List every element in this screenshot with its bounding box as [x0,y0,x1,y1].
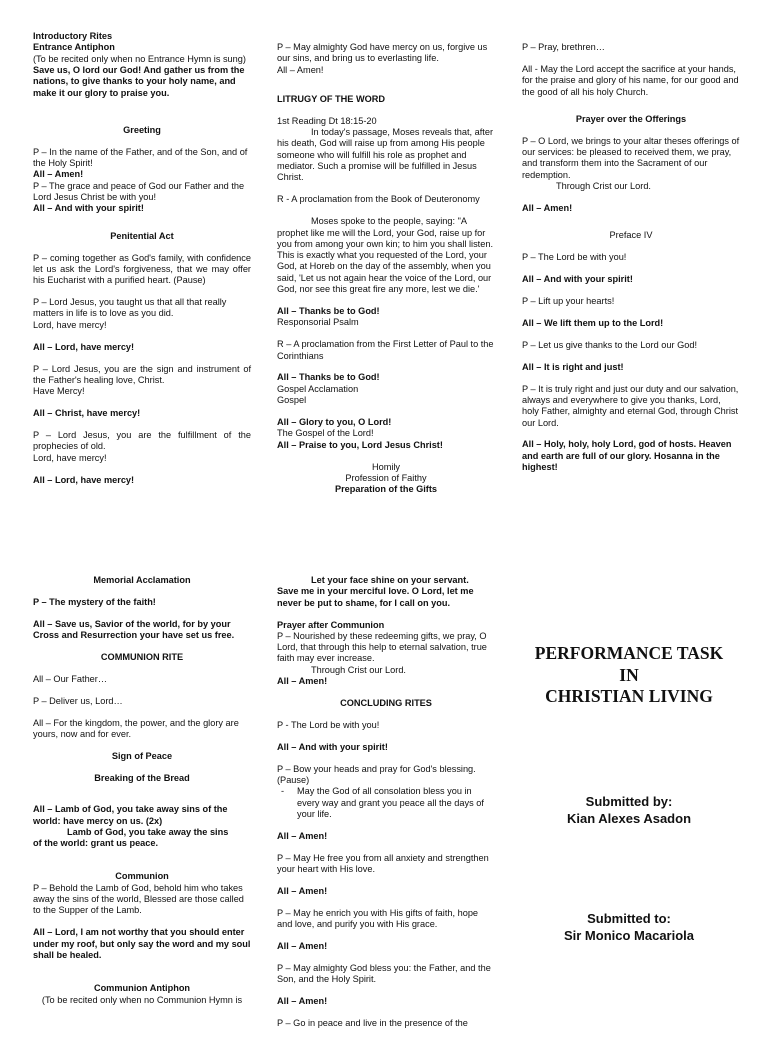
after-communion-heading: Prayer after Communion [277,619,385,630]
preface-heading: Preface IV [609,230,653,241]
preparation-gifts-heading: Preparation of the Gifts [334,484,438,495]
entrance-antiphon-note: (To be recited only when no Entrance Hymn is sung) [33,53,246,64]
cover-title-line-3: CHRISTIAN LIVING [545,686,713,707]
entrance-rites-panel [33,31,251,496]
first-reading-proclamation: R - A proclamation from the Book of Deuteronomy [277,194,480,205]
preface-priest-1: P – The Lord be with you! [522,252,627,263]
communion-antiphon-heading: Communion Antiphon [93,983,191,994]
gospel-label: Gospel [277,395,307,406]
doxology-response: All – For the kingdom, the power, and the glory are yours, now and for ever. [33,717,239,740]
preface-priest-3: P – Let us give thanks to the Lord our God! [522,339,698,350]
concluding-rites-panel [277,575,495,1040]
antiphon-line-1: Let your face shine on your servant. [311,575,469,585]
penitential-priest-3: P – Lord Jesus, you are the sign and instrument of the Father's healing love, Christ. Have Mercy! [33,363,251,397]
after-communion-priest: P – Nourished by these redeeming gifts, we pray, O Lord, that through this help to eternal salvation, true faith may ever increase. [277,630,487,664]
concluding-response-4: All – Amen! [277,941,328,952]
blessing-list [277,786,495,820]
pray-brethren: P – Pray, brethren… [522,42,605,52]
eucharist-panel [522,42,740,484]
entrance-antiphon-heading: Entrance Antiphon [33,42,115,53]
offerings-through: Through Crist our Lord. [556,181,651,191]
gospel-of-the-lord: The Gospel of the Lord! [277,428,374,439]
submitted-by-block [512,794,746,827]
preface-response-3: All – It is right and just! [522,361,624,372]
first-reading-text: Moses spoke to the people, saying: "A prophet like me will the Lord, your God, raise up for you from among your own kin; to him you shall listen. This is exactly what you requested of the Lord, your God, at Horeb on the day of the assembly, when you said, 'Let us not again hear the voice of the Lord, our God, nor see this great fire any more, lest we die.' [277,216,494,295]
communion-heading: Communion [115,871,169,882]
concluding-response-1: All – And with your spirit! [277,741,388,752]
deliver-us: P – Deliver us, Lord… [33,695,123,706]
concluding-response-5: All – Amen! [277,996,328,1007]
after-communion-response: All – Amen! [277,676,328,687]
entrance-antiphon-text: Save us, O lord our God! And gather us from the nations, to give thanks to your holy name, and make it our glory to praise you. [33,64,245,98]
preface-response-4: All – Holy, holy, holy Lord, god of hosts. Heaven and earth are full of our glory. Hosanna in the highest! [522,439,732,473]
concluding-priest-2: P – Bow your heads and pray for God's blessing. (Pause) [277,763,476,786]
concluding-response-3: All – Amen! [277,886,328,896]
communion-rite-heading: COMMUNION RITE [100,652,184,663]
preface-priest-4: P – It is truly right and just our duty and our salvation, always and everywhere to give you thanks, Lord, holy Father, almighty and eternal God, through Christ our Lord. [522,383,739,428]
concluding-priest-1: P - The Lord be with you! [277,719,380,730]
behold-the-lamb: P – Behold the Lamb of God, behold him who takes away the sins of the world, Blessed are those called to the Supper of the Lamb. [33,882,244,916]
second-reading-proclamation: R – A proclamation from the First Letter of Paul to the Corinthians [277,339,494,361]
cover-title-line-1: PERFORMANCE TASK [534,643,724,663]
praise-response: All – Praise to you, Lord Jesus Christ! [277,439,443,450]
concluding-priest-4: P – May he enrich you with His gifts of faith, hope and love, and purify you with His grace. [277,907,479,930]
cover-panel [512,643,746,708]
preface-response-1: All – And with your spirit! [522,274,633,285]
concluding-priest-5: P – May almighty God bless you: the Father, and the Son, and the Holy Spirit. [277,963,491,985]
not-worthy-response: All – Lord, I am not worthy that you should enter under my roof, but only say the word and my soul shall be healed. [33,927,251,960]
submitted-by-label: Submitted by: [585,794,673,809]
greeting-priest-1: P – In the name of the Father, and of the Son, and of the Holy Spirit! [33,146,248,169]
antiphon-line-2: Save me in your merciful love. O Lord, let me never be put to shame, for I call on you. [277,586,474,608]
thanks-response-1: All – Thanks be to God! [277,306,380,316]
lamb-of-god-1: All – Lamb of God, you take away sins of the world: have mercy on us. (2x) [33,804,228,826]
greeting-response-1: All – Amen! [33,169,84,180]
profession-label: Profession of Faithy [345,472,427,483]
penitential-heading: Penitential Act [110,230,174,241]
greeting-response-2: All – And with your spirit! [33,203,144,214]
penitential-priest-2: P – Lord Jesus, you taught us that all that really matters in life is to love as you did. Lord, have mercy! [33,297,227,330]
offerings-response: All – Amen! [522,202,573,213]
cover-title-line-2: IN [619,664,639,685]
homily-label: Homily [371,461,401,472]
communion-antiphon-note: (To be recited only when no Communion Hymn is [41,994,243,1005]
concluding-rites-heading: CONCLUDING RITES [340,698,432,708]
thanks-response-2: All – Thanks be to God! [277,372,380,383]
offerings-priest: P – O Lord, we brings to your altar theses offerings of our services: be pleased to received them, we pray, and transform them into the Sacrament of our redemption. [522,135,740,180]
communion-rite-panel [33,575,251,1006]
first-reading-intro: In today's passage, Moses reveals that, after his death, God will raise up from among His people someone who will fulfill his role as prophet and mediator. Such a promise will be fulfilled in Jesus Christ. [277,127,494,183]
penitential-priest-4: P – Lord Jesus, you are the fulfillment of the prophecies of old. Lord, have mercy! [33,429,251,463]
greeting-heading: Greeting [123,124,161,135]
submitted-to-label: Submitted to: [587,911,671,926]
gospel-acclamation: Gospel Acclamation [277,383,359,394]
submitted-by-name: Kian Alexes Asadon [566,810,692,826]
penitential-priest-1: P – coming together as God's family, with confidence let us ask the Lord's forgiveness, that we may offer his Eucharist with a purified heart. (Pause) [33,252,251,286]
preface-priest-2: P – Lift up your hearts! [522,295,615,306]
concluding-priest-3: P – May He free you from all anxiety and strengthen your heart with His love. [277,852,489,875]
first-reading-label: 1st Reading Dt 18:15-20 [277,115,377,126]
responsorial-psalm: Responsorial Psalm [277,317,359,328]
preface-response-2: All – We lift them up to the Lord! [522,317,664,328]
intro-rites-heading: Introductory Rites [33,31,113,41]
greeting-priest-2: P – The grace and peace of God our Father and the Lord Jesus Christ be with you! [33,180,245,203]
after-communion-through: Through Crist our Lord. [311,664,406,675]
penitential-response-1: All – Lord, have mercy! [33,341,135,352]
breaking-bread-heading: Breaking of the Bread [94,772,190,783]
liturgy-word-heading: LITRUGY OF THE WORD [277,93,386,104]
submitted-to-name: Sir Monico Macariola [563,927,695,943]
our-father: All – Our Father… [33,673,108,684]
glory-response: All – Glory to you, O Lord! [277,416,392,427]
save-us-response: All – Save us, Savior of the world, for by your Cross and Resurrection your have set us free. [33,618,235,641]
absolution-priest: P – May almighty God have mercy on us, forgive us our sins, and bring us to everlasting life. [277,42,488,64]
submitted-to-block [512,911,746,944]
blessing-list-item: - May the God of all consolation bless you in every way and grant you peace all the days of your life. [297,786,495,820]
offerings-heading: Prayer over the Offerings [575,113,687,124]
concluding-priest-6: P – Go in peace and live in the presence of the [277,1018,468,1029]
penitential-response-2: All – Christ, have mercy! [33,408,141,419]
lamb-of-god-2: Lamb of God, you take away the sins [67,826,229,837]
penitential-response-3: All – Lord, have mercy! [33,474,135,485]
absolution-response: All – Amen! [277,64,324,75]
accept-sacrifice-response: All - May the Lord accept the sacrifice at your hands, for the praise and glory of his name, for our good and the good of all his holy Church. [522,63,739,97]
sign-of-peace-heading: Sign of Peace [111,750,173,761]
liturgy-word-panel [277,42,495,506]
concluding-response-2: All – Amen! [277,830,328,841]
mystery-of-faith: P – The mystery of the faith! [33,596,156,607]
lamb-of-god-3: of the world: grant us peace. [33,838,159,849]
memorial-acclamation-heading: Memorial Acclamation [93,575,191,585]
